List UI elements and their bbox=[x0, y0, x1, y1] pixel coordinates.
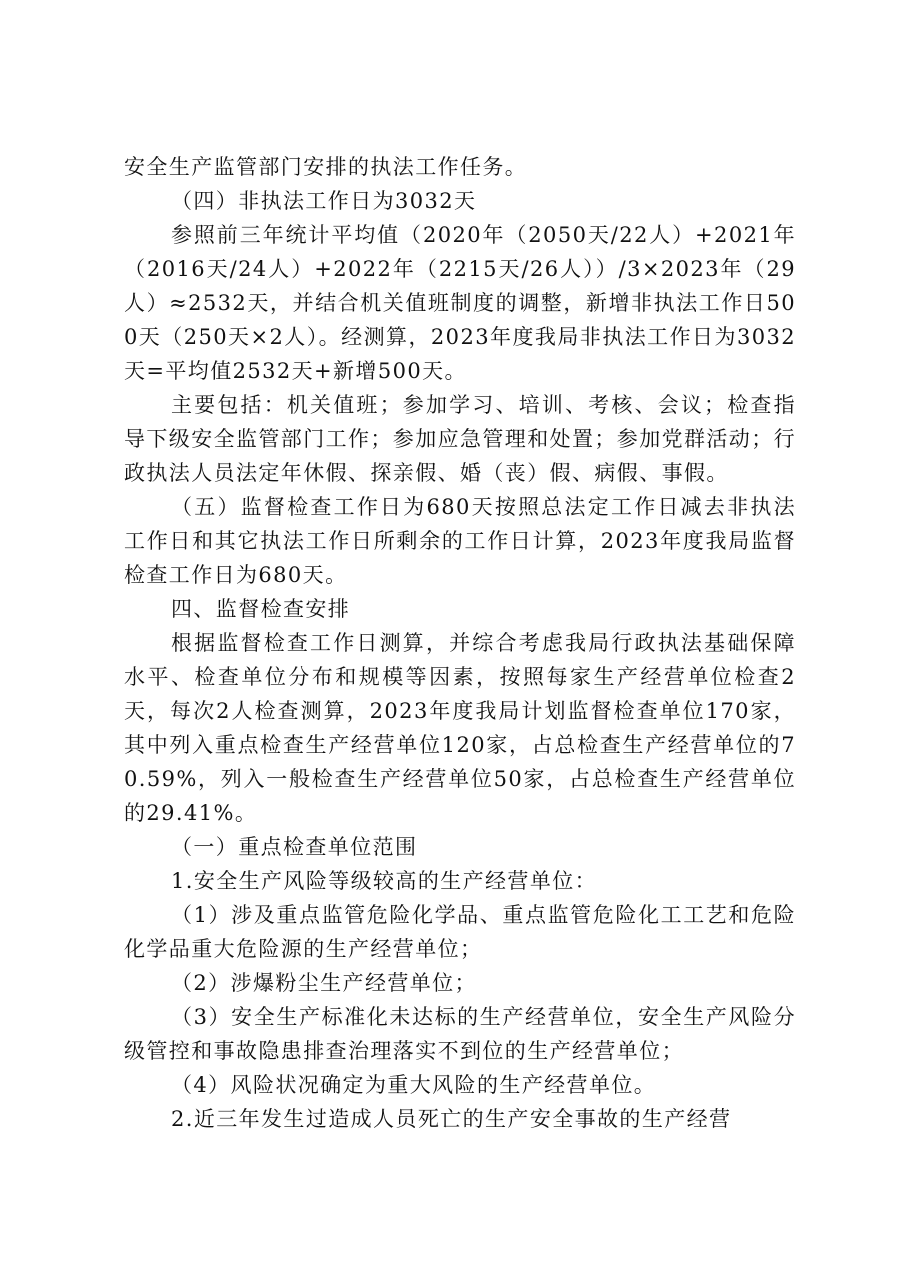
section-heading-non-enforcement-days: （四）非执法工作日为3032天 bbox=[171, 189, 477, 213]
paragraph-calculation: 参照前三年统计平均值（2020年（2050天/22人）+2021年（2016天/24人）+2022年（2215天/26人））/3×2023年（29人）≈2532天，并结合机关值班制度的调整，新增非执法工作日500天（250天×2人）。经测算，2023年度我局非执法工作日为3032天=平均值2532天+新增500天。 bbox=[124, 223, 796, 383]
paragraph-inspection-plan: 根据监督检查工作日测算，并综合考虑我局行政执法基础保障水平、检查单位分布和规模等因素，按照每家生产经营单位检查2天，每次2人检查测算，2023年度我局计划监督检查单位170家，其中列入重点检查生产经营单位120家，占总检查生产经营单位的70.59%，列入一般检查生产经营单位50家，占总检查生产经营单位的29.41%。 bbox=[124, 631, 796, 825]
sub-item-1: （1）涉及重点监管危险化学品、重点监管危险化工工艺和危险化学品重大危险源的生产经营单位； bbox=[124, 903, 796, 961]
list-item-1: 1.安全生产风险等级较高的生产经营单位： bbox=[171, 869, 598, 893]
document-body bbox=[124, 150, 796, 1136]
paragraph-main-contents: 主要包括：机关值班；参加学习、培训、考核、会议；检查指导下级安全监管部门工作；参加应急管理和处置；参加党群活动；行政执法人员法定年休假、探亲假、婚（丧）假、病假、事假。 bbox=[124, 393, 796, 485]
section-heading-inspection-days: （五）监督检查工作日为680天按照总法定工作日减去非执法工作日和其它执法工作日所剩余的工作日计算，2023年度我局监督检查工作日为680天。 bbox=[124, 495, 796, 587]
sub-item-4: （4）风险状况确定为重大风险的生产经营单位。 bbox=[171, 1073, 657, 1097]
paragraph-continuation: 安全生产监管部门安排的执法工作任务。 bbox=[124, 155, 528, 179]
section-heading-inspection-arrangement: 四、监督检查安排 bbox=[171, 597, 351, 621]
list-item-2: 2.近三年发生过造成人员死亡的生产安全事故的生产经营 bbox=[171, 1107, 732, 1131]
sub-item-3: （3）安全生产标准化未达标的生产经营单位，安全生产风险分级管控和事故隐患排查治理落实不到位的生产经营单位； bbox=[124, 1005, 796, 1063]
section-heading-key-units-scope: （一）重点检查单位范围 bbox=[171, 835, 418, 859]
sub-item-2: （2）涉爆粉尘生产经营单位； bbox=[171, 971, 477, 995]
